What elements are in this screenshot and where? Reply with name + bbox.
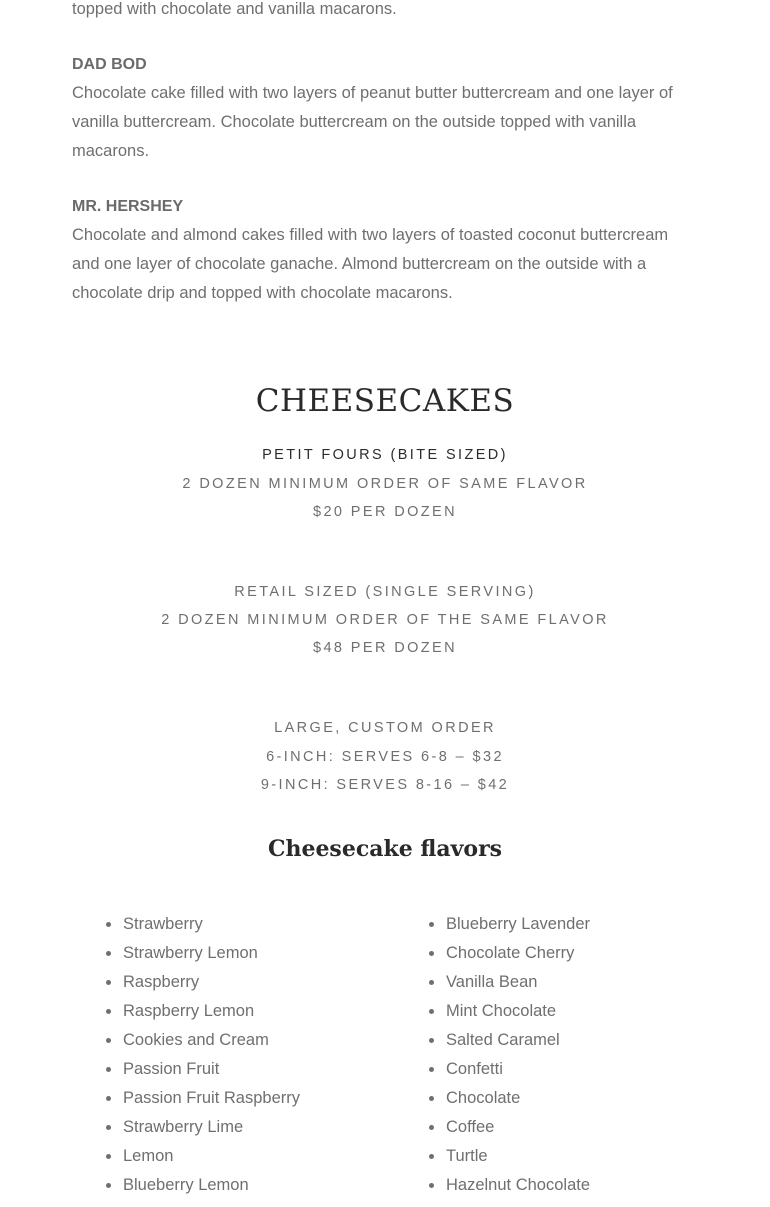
bullet-icon <box>429 1096 434 1101</box>
large-heading: LARGE, CUSTOM ORDER <box>274 720 496 736</box>
flavor-label: Raspberry <box>123 973 200 991</box>
list-item <box>415 910 590 939</box>
flavor-label: Turtle <box>446 1147 488 1165</box>
list-item <box>415 1142 590 1171</box>
list-item <box>92 1171 300 1200</box>
flavor-label: Chocolate <box>446 1089 521 1107</box>
bullet-icon <box>429 1038 434 1043</box>
list-item <box>415 1171 590 1200</box>
flavor-label: Mint Chocolate <box>446 1002 557 1020</box>
list-item <box>92 1113 300 1142</box>
flavor-label: Vanilla Bean <box>446 973 538 991</box>
list-item <box>92 1142 300 1171</box>
flavor-label: Blueberry Lemon <box>123 1176 249 1194</box>
bullet-icon <box>429 951 434 956</box>
bullet-icon <box>106 1038 111 1043</box>
flavor-label: Strawberry <box>123 915 203 933</box>
bullet-icon <box>429 1154 434 1159</box>
list-item <box>92 968 300 997</box>
flavor-label: Raspberry Lemon <box>123 1002 255 1020</box>
list-item <box>92 939 300 968</box>
bullet-icon <box>106 1009 111 1014</box>
retail-minimum: 2 DOZEN MINIMUM ORDER OF THE SAME FLAVOR <box>161 612 609 628</box>
bullet-icon <box>106 1096 111 1101</box>
bullet-icon <box>106 951 111 956</box>
cake-name: DAD BOD <box>72 56 147 73</box>
list-item <box>92 910 300 939</box>
bullet-icon <box>106 1067 111 1072</box>
bullet-icon <box>429 1183 434 1188</box>
flavor-label: Salted Caramel <box>446 1031 560 1049</box>
list-item <box>415 968 590 997</box>
flavor-label: Strawberry Lemon <box>123 944 258 962</box>
retail-price: $48 PER DOZEN <box>312 640 457 656</box>
bullet-icon <box>429 1067 434 1072</box>
flavor-label: Blueberry Lavender <box>446 915 591 933</box>
cake-description: Chocolate and almond cakes filled with two layers of toasted coconut buttercream and one layer of chocolate ganache. Almond buttercream on the outside with a chocolate drip and topped with chocolate macarons. <box>72 226 669 302</box>
petit-fours-heading: PETIT FOURS (BITE SIZED) <box>262 447 508 463</box>
bullet-icon <box>429 1125 434 1130</box>
bullet-icon <box>429 922 434 927</box>
list-item <box>415 1113 590 1142</box>
flavor-label: Passion Fruit <box>123 1060 220 1078</box>
list-item <box>92 1084 300 1113</box>
list-item <box>92 997 300 1026</box>
flavor-label: Lemon <box>123 1147 174 1165</box>
bullet-icon <box>106 1183 111 1188</box>
bullet-icon <box>429 980 434 985</box>
flavor-label: Hazelnut Chocolate <box>446 1176 591 1194</box>
flavor-list-left <box>72 910 300 1200</box>
flavor-label: Confetti <box>446 1060 503 1078</box>
cake-item-dad-bod <box>72 50 700 166</box>
list-item <box>415 1055 590 1084</box>
cake-name: MR. HERSHEY <box>72 198 184 215</box>
cheesecakes-title: CHEESECAKES <box>255 383 515 419</box>
list-item <box>415 1084 590 1113</box>
flavor-list-right <box>395 910 590 1200</box>
flavor-label: Chocolate Cherry <box>446 944 575 962</box>
list-item <box>92 1026 300 1055</box>
list-item <box>415 997 590 1026</box>
cake-description: Chocolate cake filled with two layers of peanut butter buttercream and one layer of vanilla buttercream. Chocolate buttercream on the outside topped with vanilla macarons. <box>72 84 673 160</box>
bullet-icon <box>106 980 111 985</box>
bullet-icon <box>106 1125 111 1130</box>
flavor-label: Strawberry Lime <box>123 1118 244 1136</box>
flavor-label: Coffee <box>446 1118 495 1136</box>
flavor-label: Passion Fruit Raspberry <box>123 1089 300 1107</box>
list-item <box>415 939 590 968</box>
bullet-icon <box>106 922 111 927</box>
petit-fours-price: $20 PER DOZEN <box>312 504 457 520</box>
large-nine-inch: 9-INCH: SERVES 8-16 – $42 <box>260 777 510 793</box>
retail-heading: RETAIL SIZED (SINGLE SERVING) <box>234 584 536 600</box>
list-item <box>415 1026 590 1055</box>
bullet-icon <box>106 1154 111 1159</box>
large-six-inch: 6-INCH: SERVES 6-8 – $32 <box>266 749 504 765</box>
petit-fours-minimum: 2 DOZEN MINIMUM ORDER OF SAME FLAVOR <box>182 476 588 492</box>
list-item <box>92 1055 300 1084</box>
cheesecake-flavors-title: Cheesecake flavors <box>267 836 503 862</box>
previous-cake-description-tail: topped with chocolate and vanilla macarons. <box>72 0 397 18</box>
cake-item-mr-hershey <box>72 192 700 308</box>
flavor-label: Cookies and Cream <box>123 1031 269 1049</box>
bullet-icon <box>429 1009 434 1014</box>
